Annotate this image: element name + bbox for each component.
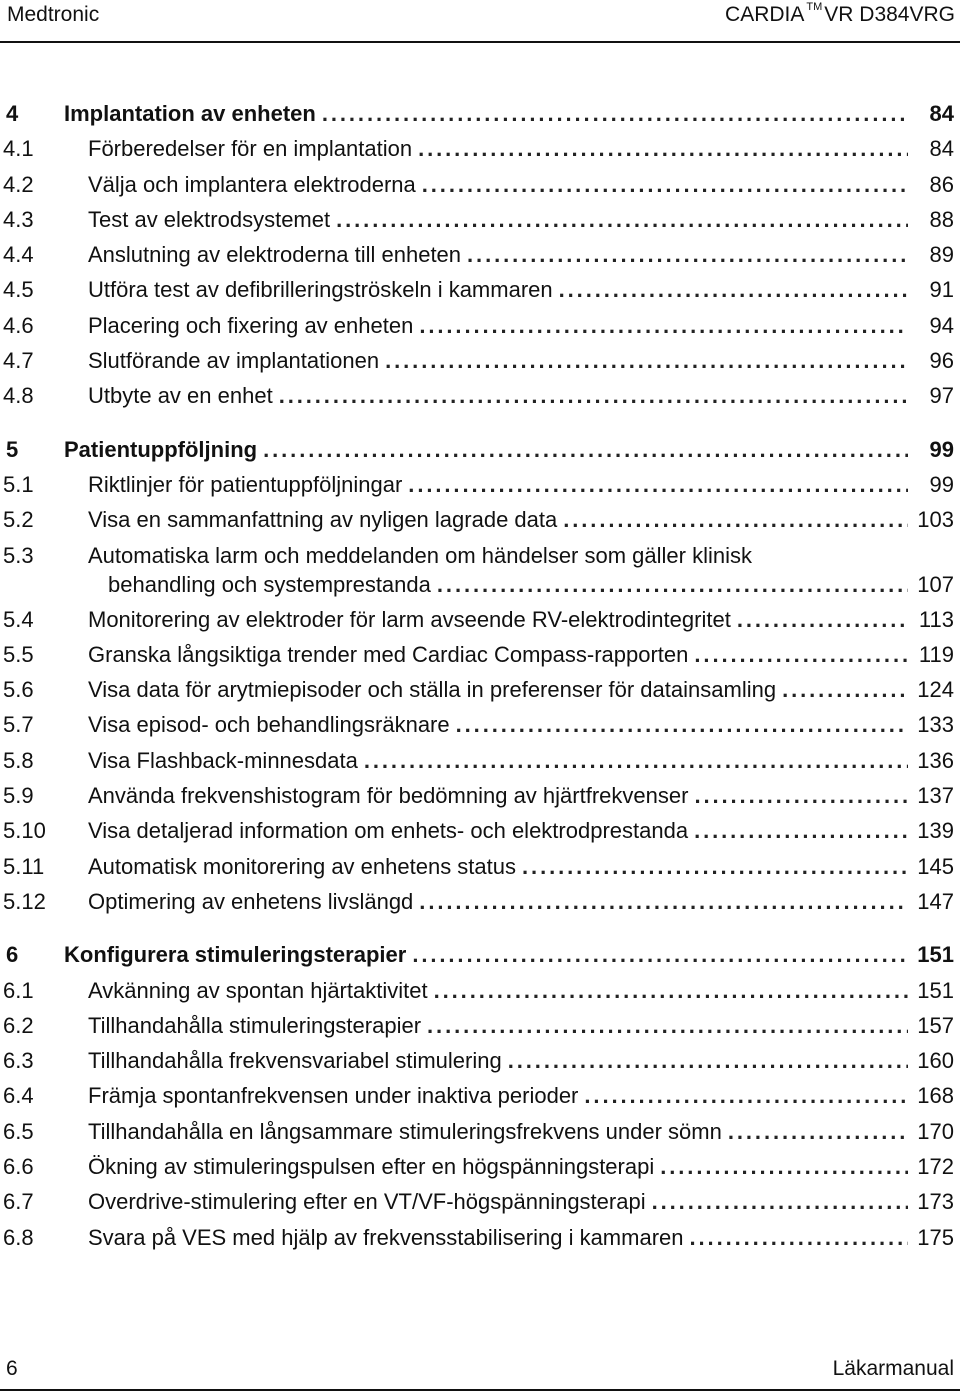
- entry-number: 4.7: [3, 348, 34, 374]
- entry-line: [88, 743, 954, 778]
- dot-leader: [690, 1220, 909, 1255]
- entry-title: Förberedelser för en implantation: [88, 136, 413, 162]
- entry-title: Anslutning av elektroderna till enheten: [88, 242, 462, 268]
- entry-title: Visa data för arytmiepisoder och ställa in preferenser för datainsamling: [88, 677, 777, 703]
- toc-entry: [0, 1078, 960, 1113]
- dot-leader: [456, 707, 908, 742]
- entry-page: 151: [917, 977, 954, 1003]
- dot-leader: [322, 96, 908, 131]
- header-rule: [0, 41, 960, 43]
- entry-page: 151: [917, 942, 954, 968]
- entry-page: 160: [917, 1048, 954, 1074]
- entry-number: 4.1: [3, 136, 34, 162]
- entry-line: [108, 567, 954, 602]
- toc-chapter: [0, 96, 960, 131]
- toc-entry: [0, 1114, 960, 1149]
- entry-line: [88, 1114, 954, 1149]
- entry-title: Tillhandahålla en långsammare stimuleringsfrekvens under sömn: [88, 1118, 722, 1144]
- dot-leader: [694, 813, 908, 848]
- entry-line: [88, 1220, 954, 1255]
- header-brand: Medtronic: [7, 3, 100, 26]
- entry-page: 84: [929, 101, 954, 126]
- entry-page: 84: [929, 136, 954, 162]
- entry-title: Automatisk monitorering av enhetens status: [88, 853, 517, 879]
- entry-title: Monitorering av elektroder för larm avseende RV-elektrodintegritet: [88, 606, 731, 632]
- entry-page: 91: [929, 277, 954, 303]
- entry-title: behandling och systemprestanda: [108, 571, 431, 597]
- entry-number: 5.12: [3, 888, 46, 914]
- entry-title: Slutförande av implantationen: [88, 348, 380, 374]
- entry-page: 145: [917, 853, 954, 879]
- entry-line: [88, 637, 954, 672]
- entry-page: 119: [918, 641, 954, 667]
- entry-line: [88, 237, 954, 272]
- entry-number: 5.9: [3, 783, 34, 809]
- entry-line: [64, 96, 954, 131]
- entry-line: [88, 1184, 954, 1219]
- entry-page: 113: [918, 606, 954, 632]
- entry-line: [88, 1078, 954, 1113]
- toc-entry: [0, 672, 960, 707]
- entry-page: 173: [917, 1189, 954, 1215]
- entry-line: [88, 1008, 954, 1043]
- dot-leader: [694, 637, 908, 672]
- entry-title: Visa episod- och behandlingsräknare: [88, 712, 450, 738]
- entry-title: Konfigurera stimuleringsterapier: [64, 942, 407, 968]
- entry-line: [88, 167, 954, 202]
- entry-line: [88, 1149, 954, 1184]
- header-product: [725, 3, 955, 27]
- toc-entry: [0, 378, 960, 413]
- entry-page: 136: [917, 747, 954, 773]
- entry-number: 5.3: [3, 542, 34, 568]
- toc-entry: [0, 343, 960, 378]
- entry-page: 86: [929, 171, 954, 197]
- entry-page: 103: [917, 507, 954, 533]
- entry-line: [88, 467, 954, 502]
- entry-title: Optimering av enhetens livslängd: [88, 888, 414, 914]
- model-number: VR D384VRG: [824, 3, 955, 26]
- entry-line: [88, 973, 954, 1008]
- dot-leader: [385, 343, 908, 378]
- entry-number: 4: [6, 101, 19, 126]
- entry-title: Avkänning av spontan hjärtaktivitet: [88, 977, 428, 1003]
- entry-title-line1: Automatiska larm och meddelanden om händelser som gäller klinisk: [88, 542, 752, 568]
- entry-number: 6.5: [3, 1118, 34, 1144]
- dot-leader: [522, 849, 908, 884]
- entry-number: 5: [6, 436, 19, 462]
- entry-line: [88, 778, 954, 813]
- entry-title: Tillhandahålla stimuleringsterapier: [88, 1012, 422, 1038]
- entry-line: [88, 502, 954, 537]
- dot-leader: [408, 467, 908, 502]
- toc-entry: [0, 813, 960, 848]
- entry-number: 4.2: [3, 171, 34, 197]
- entry-line: [88, 813, 954, 848]
- toc-entry: [0, 743, 960, 778]
- toc-entry: [0, 1008, 960, 1043]
- entry-title: Välja och implantera elektroderna: [88, 171, 416, 197]
- dot-leader: [437, 567, 908, 602]
- entry-line: [88, 707, 954, 742]
- entry-title: Tillhandahålla frekvensvariabel stimulering: [88, 1048, 502, 1074]
- dot-leader: [336, 202, 908, 237]
- entry-title: Utföra test av defibrilleringströskeln i kammaren: [88, 277, 553, 303]
- toc-entry: [0, 167, 960, 202]
- toc-entry: [0, 538, 960, 602]
- toc-chapter: [0, 432, 960, 467]
- entry-title: Använda frekvenshistogram för bedömning av hjärtfrekvenser: [88, 783, 689, 809]
- entry-line: [88, 131, 954, 166]
- entry-page: 139: [917, 818, 954, 844]
- dot-leader: [694, 778, 908, 813]
- toc-entry: [0, 849, 960, 884]
- dot-leader: [263, 432, 908, 467]
- entry-number: 5.4: [3, 606, 34, 632]
- toc-entry: [0, 1149, 960, 1184]
- entry-line: [88, 343, 954, 378]
- dot-leader: [418, 131, 908, 166]
- dot-leader: [782, 672, 908, 707]
- entry-number: 6.7: [3, 1189, 34, 1215]
- entry-line: [64, 432, 954, 467]
- product-name: CARDIA: [725, 3, 805, 26]
- toc-entry: [0, 131, 960, 166]
- entry-page: 107: [917, 571, 954, 597]
- toc-entry: [0, 502, 960, 537]
- toc-entry: [0, 467, 960, 502]
- entry-page: 99: [929, 471, 954, 497]
- dot-leader: [728, 1114, 908, 1149]
- entry-page: 89: [929, 242, 954, 268]
- entry-page: 168: [917, 1083, 954, 1109]
- entry-line: [88, 672, 954, 707]
- entry-number: 6.4: [3, 1083, 34, 1109]
- entry-page: 99: [929, 436, 954, 462]
- entry-page: 175: [917, 1224, 954, 1250]
- toc-entry: [0, 778, 960, 813]
- entry-page: 94: [929, 312, 954, 338]
- toc-entry: [0, 1220, 960, 1255]
- page-number: 6: [6, 1357, 18, 1380]
- toc-entry: [0, 1043, 960, 1078]
- entry-title: Granska långsiktiga trender med Cardiac Compass-rapporten: [88, 641, 689, 667]
- entry-page: 97: [929, 383, 954, 409]
- entry-title: Visa en sammanfattning av nyligen lagrade data: [88, 507, 558, 533]
- entry-page: 172: [917, 1154, 954, 1180]
- entry-number: 5.7: [3, 712, 34, 738]
- table-of-contents: [0, 96, 960, 1273]
- toc-entry: [0, 637, 960, 672]
- dot-leader: [419, 308, 908, 343]
- entry-number: 5.8: [3, 747, 34, 773]
- entry-number: 6.3: [3, 1048, 34, 1074]
- entry-title: Patientuppföljning: [64, 436, 258, 462]
- dot-leader: [467, 237, 908, 272]
- toc-section: [0, 937, 960, 1255]
- entry-title: Riktlinjer för patientuppföljningar: [88, 471, 403, 497]
- entry-line: [88, 202, 954, 237]
- entry-line: [88, 272, 954, 307]
- entry-number: 5.10: [3, 818, 46, 844]
- manual-name: Läkarmanual: [832, 1357, 954, 1380]
- toc-chapter: [0, 937, 960, 972]
- entry-line: [88, 378, 954, 413]
- entry-page: 147: [917, 888, 954, 914]
- dot-leader: [434, 973, 908, 1008]
- toc-section: [0, 432, 960, 920]
- entry-number: 4.5: [3, 277, 34, 303]
- toc-entry: [0, 602, 960, 637]
- entry-page: 124: [917, 677, 954, 703]
- dot-leader: [364, 743, 908, 778]
- entry-number: 6.1: [3, 977, 34, 1003]
- entry-number: 5.5: [3, 641, 34, 667]
- entry-line: [88, 849, 954, 884]
- toc-entry: [0, 1184, 960, 1219]
- toc-entry: [0, 308, 960, 343]
- entry-number: 4.3: [3, 206, 34, 232]
- entry-number: 4.4: [3, 242, 34, 268]
- entry-page: 96: [929, 348, 954, 374]
- toc-entry: [0, 884, 960, 919]
- entry-line: [64, 937, 954, 972]
- entry-title: Svara på VES med hjälp av frekvensstabilisering i kammaren: [88, 1224, 684, 1250]
- dot-leader: [652, 1184, 908, 1219]
- entry-title: Placering och fixering av enheten: [88, 312, 414, 338]
- entry-line: [88, 884, 954, 919]
- entry-number: 6.2: [3, 1012, 34, 1038]
- entry-title: Visa detaljerad information om enhets- och elektrodprestanda: [88, 818, 689, 844]
- dot-leader: [660, 1149, 908, 1184]
- trademark-mark: TM: [806, 1, 823, 13]
- dot-leader: [419, 884, 908, 919]
- entry-page: 133: [917, 712, 954, 738]
- entry-title: Främja spontanfrekvensen under inaktiva perioder: [88, 1083, 579, 1109]
- dot-leader: [508, 1043, 908, 1078]
- entry-number: 5.1: [3, 471, 34, 497]
- entry-number: 6.8: [3, 1224, 34, 1250]
- entry-number: 5.11: [3, 853, 45, 879]
- entry-title: Ökning av stimuleringspulsen efter en högspänningsterapi: [88, 1154, 655, 1180]
- dot-leader: [584, 1078, 908, 1113]
- entry-line: [88, 602, 954, 637]
- entry-number: 6: [6, 942, 19, 968]
- toc-entry: [0, 707, 960, 742]
- entry-number: 4.8: [3, 383, 34, 409]
- entry-line: [88, 308, 954, 343]
- entry-page: 170: [917, 1118, 954, 1144]
- toc-entry: [0, 202, 960, 237]
- entry-page: 157: [917, 1012, 954, 1038]
- dot-leader: [279, 378, 908, 413]
- dot-leader: [422, 167, 908, 202]
- entry-title: Test av elektrodsystemet: [88, 206, 331, 232]
- entry-number: 6.6: [3, 1154, 34, 1180]
- dot-leader: [427, 1008, 908, 1043]
- entry-title: Utbyte av en enhet: [88, 383, 273, 409]
- entry-number: 5.6: [3, 677, 34, 703]
- entry-number: 5.2: [3, 507, 34, 533]
- toc-entry: [0, 272, 960, 307]
- entry-page: 88: [929, 206, 954, 232]
- entry-line: [88, 1043, 954, 1078]
- dot-leader: [737, 602, 908, 637]
- toc-entry: [0, 237, 960, 272]
- toc-entry: [0, 973, 960, 1008]
- dot-leader: [559, 272, 908, 307]
- dot-leader: [563, 502, 908, 537]
- entry-title: Overdrive-stimulering efter en VT/VF-högspänningsterapi: [88, 1189, 646, 1215]
- entry-title: Visa Flashback-minnesdata: [88, 747, 358, 773]
- entry-title: Implantation av enheten: [64, 101, 316, 126]
- entry-page: 137: [917, 783, 954, 809]
- toc-section: [0, 96, 960, 414]
- entry-number: 4.6: [3, 312, 34, 338]
- dot-leader: [412, 937, 908, 972]
